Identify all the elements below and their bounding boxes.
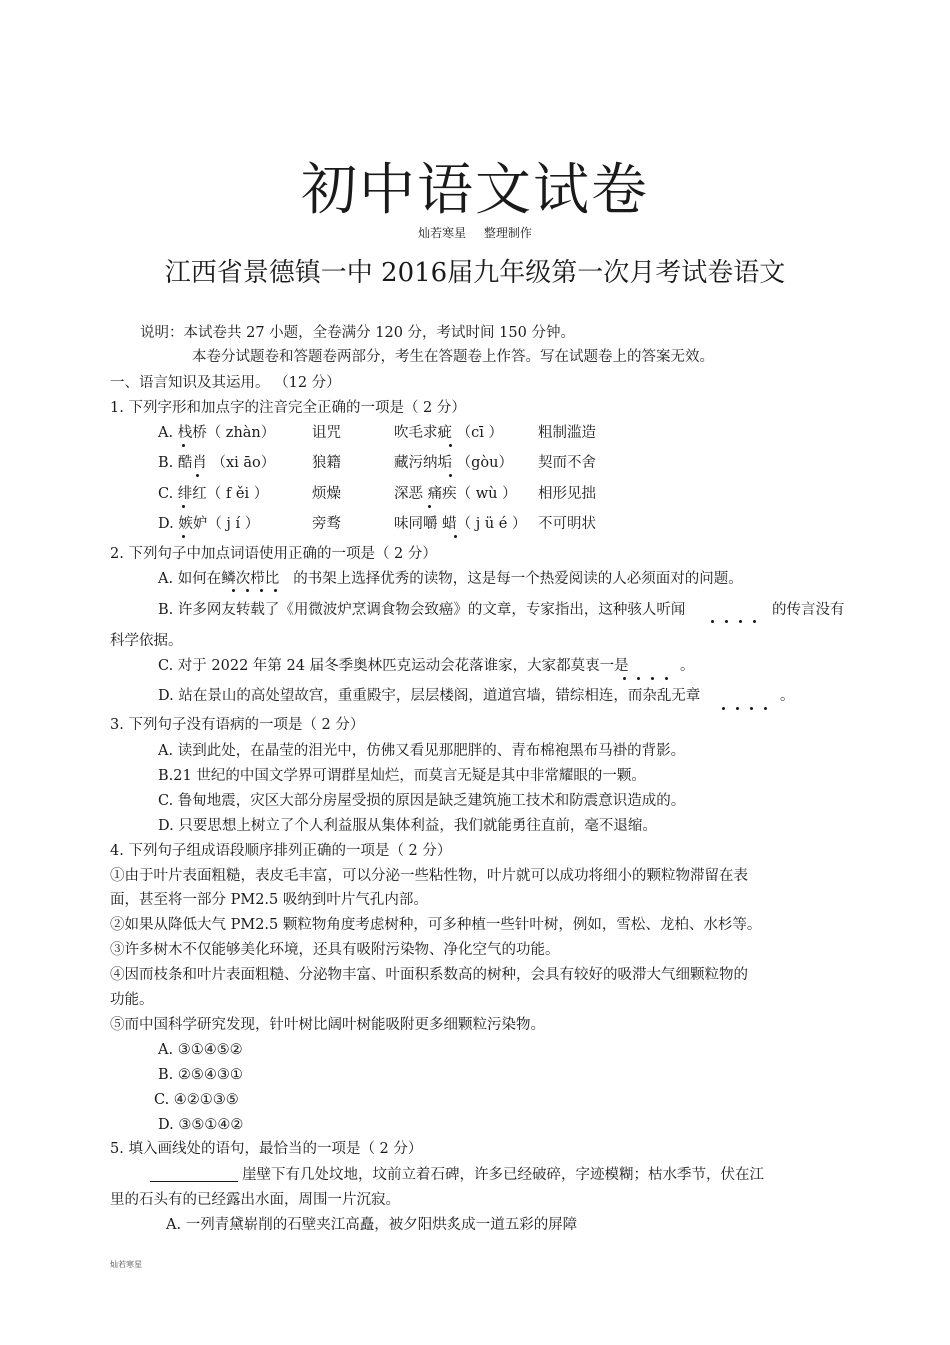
q5-option-a: A. 一列青黛崭削的石壁夹江高矗，被夕阳烘炙成一道五彩的屏障: [166, 1217, 578, 1233]
q2-option-a: [158, 569, 743, 589]
emphasis-dot: [711, 620, 714, 623]
page-title: 初中语文试卷: [301, 158, 649, 223]
emphasis-dot: [454, 535, 457, 538]
emphasis-dot: [182, 505, 185, 508]
emphasis-dot: [665, 677, 668, 680]
q4-option-a: A. ③①④⑤②: [158, 1042, 243, 1058]
q2-option-a-rest: 的书架上选择优秀的读物，这是每一个热爱阅读的人必须面对的问题。: [293, 571, 743, 587]
q1-option-b-word3: 藏污纳垢 （gòu）: [394, 455, 513, 471]
q1-option-a-word2: 诅咒: [312, 425, 341, 441]
emphasis-dot: [637, 677, 640, 680]
q1-option-d-word3: 味同嚼 蜡（ j ü é ）: [394, 516, 527, 532]
emphasis-dot: [764, 707, 767, 710]
emphasis-dot: [196, 474, 199, 477]
page-subtitle: 灿若寒星 整理制作: [418, 226, 532, 240]
answer-blank-line: [150, 1181, 238, 1182]
q4-option-c: C. ④②①③⑤: [154, 1092, 239, 1108]
emphasis-dot: [449, 474, 452, 477]
q1-option-a-word3: 吹毛求疵 （cī ）: [394, 425, 503, 441]
q3-option-d: D. 只要思想上树立了个人利益服从集体利益，我们就能勇往直前，毫不退缩。: [158, 818, 657, 834]
q1-option-c-word3: 深恶 痛疾（ wù ）: [394, 486, 517, 502]
q4-sentence-1-cont: 面，甚至将一部分 PM2.5 吸纳到叶片气孔内部。: [110, 892, 428, 908]
emphasis-dot: [232, 589, 235, 592]
q2-option-b-lead: B. 许多网友转载了《用微波炉烹调食物会致癌》的文章，专家指出，这种骇人听闻: [158, 602, 686, 618]
q4-option-b: B. ②⑤④③①: [158, 1067, 243, 1083]
q3-stem: 3. 下列句子没有语病的一项是（ 2 分）: [110, 717, 365, 733]
q1-stem: 1. 下列字形和加点字的注音完全正确的一项是（ 2 分）: [110, 400, 466, 416]
section-heading: 一、语言知识及其运用。 （12 分）: [110, 375, 341, 391]
q4-sentence-1: ①由于叶片表面粗糙，表皮毛丰富，可以分泌一些粘性物，叶片就可以成功将细小的颗粒物滞留在表: [110, 868, 748, 884]
emphasis-dot: [725, 620, 728, 623]
emphasis-dot: [246, 589, 249, 592]
q2-option-d-end: 。: [780, 688, 795, 704]
q2-option-a-lead: A. 如何在鳞次栉比: [158, 571, 280, 587]
emphasis-dot: [260, 589, 263, 592]
q2-option-d: D. 站在景山的高处望故宫，重重殿宇，层层楼阁，道道宫墙，错综相连，而杂乱无章: [158, 688, 701, 704]
q1-option-c-word2: 烦燥: [312, 486, 341, 502]
q4-sentence-4-cont: 功能。: [110, 992, 154, 1008]
emphasis-dot: [623, 677, 626, 680]
emphasis-dot: [182, 535, 185, 538]
q5-stem: 5. 填入画线处的语句，最恰当的一项是（ 2 分）: [110, 1141, 423, 1157]
intro-line-1: 说明：本试卷共 27 小题，全卷满分 120 分，考试时间 150 分钟。: [140, 325, 575, 341]
emphasis-dot: [722, 707, 725, 710]
q5-passage-line-1: 崖壁下有几处坟地，坟前立着石碑，许多已经破碎，字迹模糊；枯水季节，伏在江: [242, 1167, 764, 1183]
q4-sentence-5: ⑤而中国科学研究发现，针叶树比阔叶树能吸附更多细颗粒污染物。: [110, 1017, 545, 1033]
q1-option-d-word1: D. 嫉妒（ j í ）: [158, 516, 260, 532]
q3-option-a: A. 读到此处，在晶莹的泪光中，仿佛又看见那肥胖的、青布棉袍黑布马褂的背影。: [158, 743, 686, 759]
q4-option-d: D. ③⑤①④②: [158, 1117, 244, 1133]
exam-title: 江西省景德镇一中 2016届九年级第一次月考试卷语文: [164, 258, 786, 288]
q1-option-c-word1: C. 绯红（ f ěi ）: [158, 486, 269, 502]
q1-option-d-word2: 旁骛: [312, 516, 341, 532]
intro-line-2: 本卷分试题卷和答题卷两部分，考生在答题卷上作答。写在试题卷上的答案无效。: [192, 349, 714, 365]
q2-stem: 2. 下列句子中加点词语使用正确的一项是（ 2 分）: [110, 546, 437, 562]
emphasis-dot: [428, 505, 431, 508]
emphasis-dot: [736, 707, 739, 710]
q1-option-b-word1: B. 酷肖 （xi āo）: [158, 455, 276, 471]
q1-option-d-word4: 不可明状: [538, 516, 596, 532]
q2-option-b-rest: 的传言没有: [772, 602, 845, 618]
q2-option-c: C. 对于 2022 年第 24 届冬季奥林匹克运动会花落谁家，大家都莫衷一是: [158, 658, 629, 674]
q1-option-a-word4: 粗制滥造: [538, 425, 596, 441]
q1-option-b-word4: 契而不舍: [538, 455, 596, 471]
q4-sentence-4: ④因而枝条和叶片表面粗糙、分泌物丰富、叶面积系数高的树种，会具有较好的吸滞大气细颗粒物的: [110, 967, 748, 983]
q3-option-b: B.21 世纪的中国文学界可谓群星灿烂，而莫言无疑是其中非常耀眼的一颗。: [158, 768, 646, 784]
page-footer: 灿若寒星: [110, 1260, 142, 1269]
emphasis-dot: [182, 444, 185, 447]
q2-option-c-end: 。: [680, 658, 695, 674]
q1-option-a-word1: A. 栈桥（ zhàn）: [158, 425, 276, 441]
emphasis-dot: [753, 620, 756, 623]
q4-sentence-3: ③许多树木不仅能够美化环境，还具有吸附污染物、净化空气的功能。: [110, 942, 560, 958]
emphasis-dot: [750, 707, 753, 710]
emphasis-dot: [651, 677, 654, 680]
emphasis-dot: [449, 444, 452, 447]
q4-sentence-2: ②如果从降低大气 PM2.5 颗粒物角度考虑树种，可多种植一些针叶树，例如，雪松、龙柏、水杉等。: [110, 917, 762, 933]
q5-passage-line-2: 里的石头有的已经露出水面，周围一片沉寂。: [110, 1192, 400, 1208]
q4-stem: 4. 下列句子组成语段顺序排列正确的一项是（ 2 分）: [110, 843, 452, 859]
q1-option-c-word4: 相形见拙: [538, 486, 596, 502]
q1-option-b-word2: 狼籍: [312, 455, 341, 471]
q2-option-b-continued: 科学依据。: [110, 633, 183, 649]
emphasis-dot: [274, 589, 277, 592]
q3-option-c: C. 鲁甸地震，灾区大部分房屋受损的原因是缺乏建筑施工技术和防震意识造成的。: [158, 793, 686, 809]
emphasis-dot: [739, 620, 742, 623]
